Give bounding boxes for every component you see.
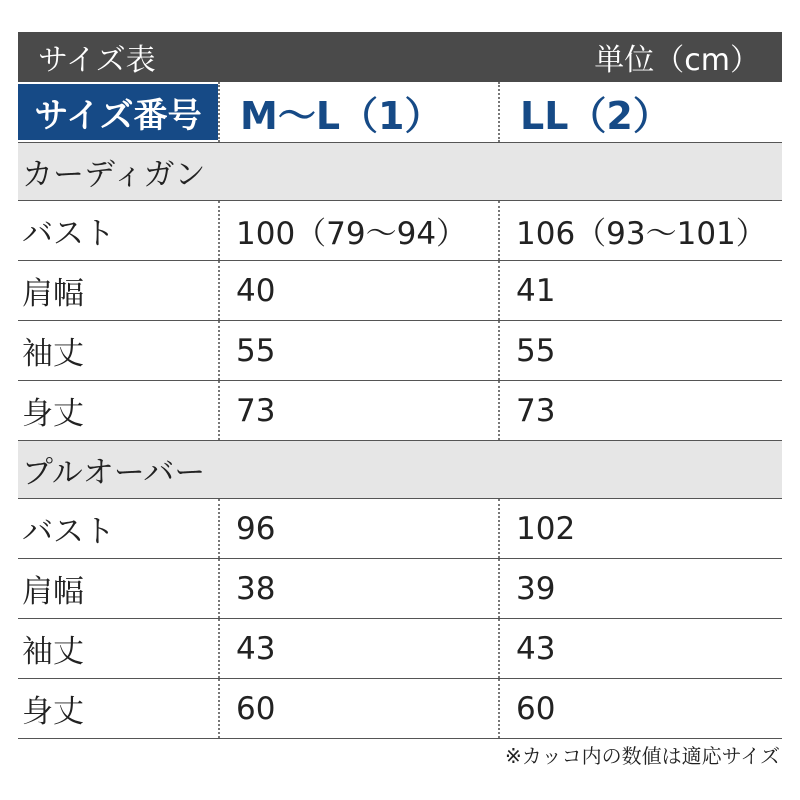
value-ll: 55 (498, 321, 782, 380)
table-row (18, 381, 782, 441)
title-bar (18, 32, 782, 82)
value-m-l: 73 (218, 381, 498, 440)
table-row (18, 201, 782, 261)
value-ll: 73 (498, 381, 782, 440)
value-m-l: 55 (218, 321, 498, 380)
row-label: 肩幅 (22, 574, 84, 610)
size-col-m-l: M〜L（1） (218, 82, 498, 142)
value-ll: 102 (498, 499, 782, 558)
unit-label: 単位（cm） (594, 43, 760, 78)
value-m-l: 60 (218, 679, 498, 738)
row-label: 身丈 (22, 396, 84, 432)
table-row (18, 321, 782, 381)
table-row (18, 499, 782, 559)
table-title: サイズ表 (38, 43, 156, 78)
size-table (18, 32, 782, 739)
value-m-l: 96 (218, 499, 498, 558)
row-label: バスト (22, 514, 115, 550)
value-ll: 106（93〜101） (498, 201, 782, 260)
table-row (18, 559, 782, 619)
section-pullover: プルオーバー (18, 441, 782, 499)
table-row (18, 261, 782, 321)
row-label: 袖丈 (22, 336, 84, 372)
size-number-label: サイズ番号 (18, 84, 218, 140)
value-m-l: 40 (218, 261, 498, 320)
row-label: 身丈 (22, 694, 84, 730)
value-ll: 60 (498, 679, 782, 738)
row-label: 袖丈 (22, 634, 84, 670)
value-ll: 43 (498, 619, 782, 678)
size-header-row (18, 82, 782, 143)
value-ll: 41 (498, 261, 782, 320)
table-row (18, 679, 782, 739)
footnote: ※カッコ内の数値は適応サイズ (505, 744, 780, 768)
table-row (18, 619, 782, 679)
value-m-l: 100（79〜94） (218, 201, 498, 260)
row-label: バスト (22, 216, 115, 252)
row-label: 肩幅 (22, 276, 84, 312)
size-col-ll: LL（2） (498, 82, 782, 142)
section-cardigan: カーディガン (18, 143, 782, 201)
value-m-l: 43 (218, 619, 498, 678)
value-m-l: 38 (218, 559, 498, 618)
value-ll: 39 (498, 559, 782, 618)
